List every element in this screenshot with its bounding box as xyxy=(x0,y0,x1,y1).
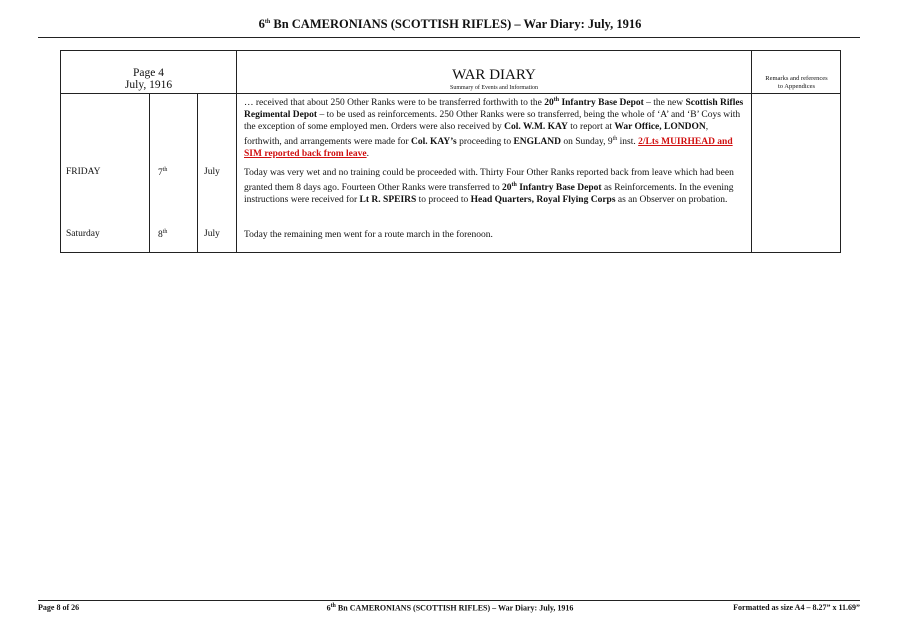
text-run: Today the remaining men went for a route march in the forenoon. xyxy=(244,230,493,240)
text-run: 20 xyxy=(544,98,554,109)
text-run: ENGLAND xyxy=(513,137,561,148)
highlighted-note: 2/Lts MUIRHEAD and SIM reported back from leave xyxy=(244,137,733,160)
text-run: th xyxy=(553,97,560,103)
text-run: as Reinforcements. In the evening instructions were received for xyxy=(244,183,734,206)
entry-text xyxy=(244,94,744,160)
text-run: on Sunday, 9 xyxy=(560,137,613,148)
text-run: to proceed to xyxy=(416,195,471,206)
entry-day: FRIDAY xyxy=(66,167,101,177)
entry-month: July xyxy=(204,167,220,177)
page-header-title: 6th Bn CAMERONIANS (SCOTTISH RIFLES) – War Diary: July, 1916 xyxy=(258,17,642,31)
entry-month: July xyxy=(204,229,220,239)
text-run: War Office, LONDON xyxy=(614,122,706,133)
text-run: Infantry Base Depot xyxy=(516,183,602,194)
entry-text xyxy=(244,229,744,241)
text-run: Today was very wet and no training could be proceeded with. Thirty Four Other Ranks reported back from leave which had been granted them 8 days ago. Fourteen Other Ranks were transferred to xyxy=(244,168,734,194)
entry-text xyxy=(244,167,744,206)
footer-page-number: Page 8 of 26 xyxy=(38,603,80,612)
entry-summary xyxy=(244,167,744,206)
text-run: 20 xyxy=(502,183,512,194)
text-run: to report at xyxy=(567,122,615,133)
remarks-header-line2: to Appendices xyxy=(777,83,815,90)
entry-day: Saturday xyxy=(66,229,100,239)
entry-summary xyxy=(244,229,744,241)
text-run: , forthwith, and arrangements were made for xyxy=(244,122,709,148)
entry-date: 8th xyxy=(158,229,168,241)
text-run: inst. xyxy=(617,137,639,148)
text-run: th xyxy=(511,182,517,188)
war-diary-table xyxy=(60,50,841,253)
page-label: Page 4 xyxy=(133,67,164,79)
footer-rule xyxy=(38,600,860,601)
war-diary-title: WAR DIARY xyxy=(452,67,536,83)
entry-summary xyxy=(244,94,744,160)
column-divider xyxy=(149,93,150,252)
footer-title: 6th Bn CAMERONIANS (SCOTTISH RIFLES) – War Diary: July, 1916 xyxy=(326,603,574,613)
text-run: th xyxy=(612,136,618,143)
text-run: – to be used as reinforcements. 250 Other Ranks were so transferred, being the whole of ‘A’ and ‘B’ Coys with the exception of some employed men. Orders were also received by xyxy=(244,110,741,133)
war-diary-subtitle: Summary of Events and Information xyxy=(450,85,538,91)
text-run: Lt R. SPEIRS xyxy=(359,195,417,206)
text-run: . xyxy=(366,149,369,160)
entry-date: 7th xyxy=(158,167,168,179)
text-run: – the new xyxy=(643,98,686,109)
text-run: Col. W.M. KAY xyxy=(504,122,568,133)
header-rule xyxy=(38,37,860,38)
text-run: Scottish Rifles Regimental Depot xyxy=(244,98,744,121)
text-run: Head Quarters, Royal Flying Corps xyxy=(470,195,616,206)
footer-format-note: Formatted as size A4 – 8.27” x 11.69” xyxy=(733,603,860,612)
month-label: July, 1916 xyxy=(124,79,173,91)
remarks-header-line1: Remarks and references xyxy=(765,75,828,82)
text-run: Col. KAY’s xyxy=(410,137,457,148)
text-run: Infantry Base Depot xyxy=(559,98,644,109)
text-run: as an Observer on probation. xyxy=(615,195,728,206)
text-run: proceeding to xyxy=(456,137,514,148)
text-run: … received that about 250 Other Ranks were to be transferred forthwith to the xyxy=(244,98,545,109)
column-divider xyxy=(197,93,198,252)
